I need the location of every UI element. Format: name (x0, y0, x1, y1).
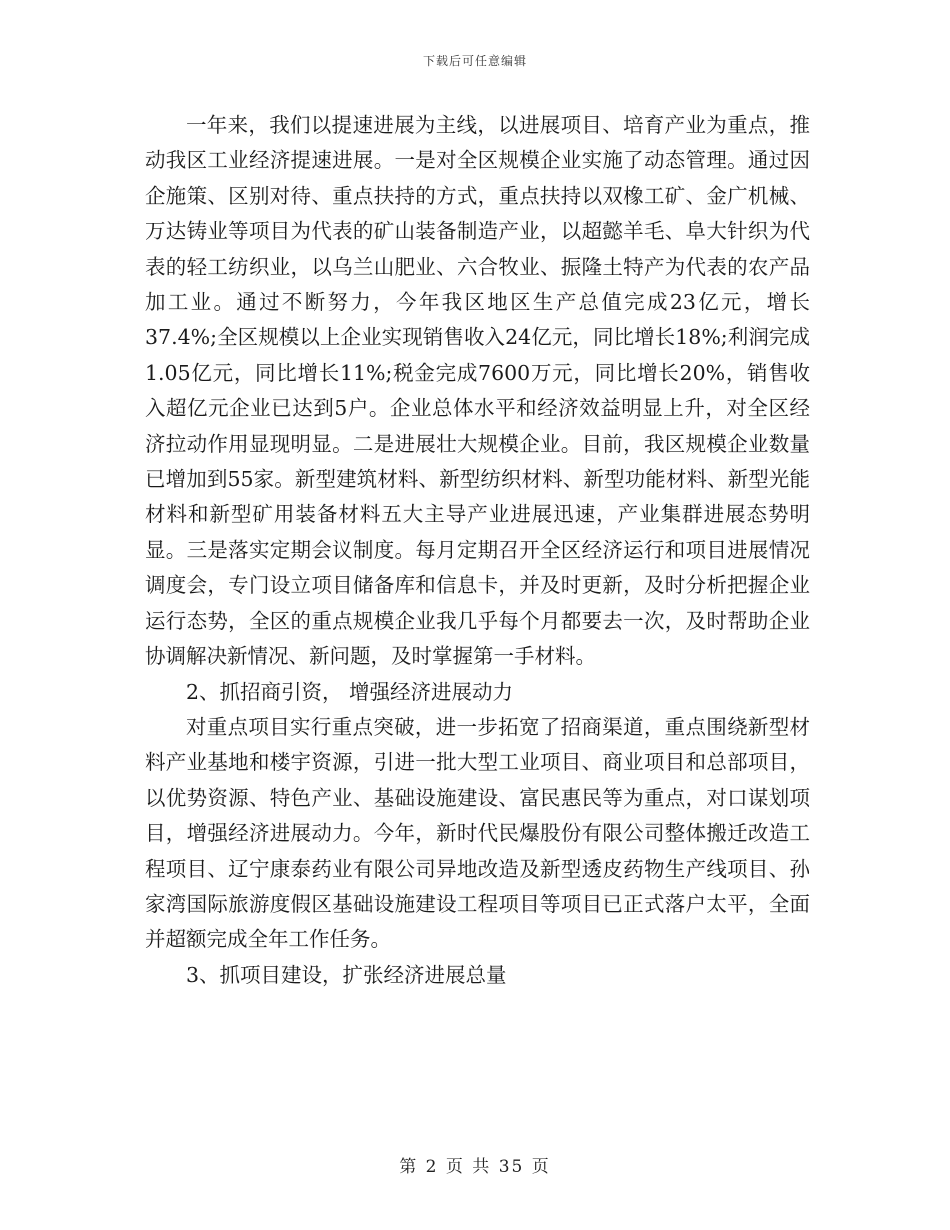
paragraph-investment: 对重点项目实行重点突破，进一步拓宽了招商渠道，重点围绕新型材料产业基地和楼宇资源，引进一批大型工业项目、商业项目和总部项目，以优势资源、特色产业、基础设施建设、富民惠民等为重点，对口谋划项目，增强经济进展动力。今年，新时代民爆股份有限公司整体搬迁改造工程项目、辽宁康泰药业有限公司异地改造及新型透皮药物生产线项目、孙家湾国际旅游度假区基础设施建设工程项目等项目已正式落户太平，全面并超额完成全年工作任务。 (145, 714, 810, 952)
header-note: 下载后可任意编辑 (422, 54, 527, 68)
page-number: 第 2 页 共 35 页 (399, 1157, 551, 1177)
paragraph-industrial-economy: 一年来，我们以提速进展为主线，以进展项目、培育产业为重点，推动我区工业经济提速进展。一是对全区规模企业实施了动态管理。通过因企施策、区别对待、重点扶持的方式，重点扶持以双橡工矿、金广机械、万达铸业等项目为代表的矿山装备制造产业，以超懿羊毛、阜大针织为代表的轻工纺织业，以乌兰山肥业、六合牧业、振隆土特产为代表的农产品加工业。通过不断努力，今年我区地区生产总值完成23亿元，增长37.4%;全区规模以上企业实现销售收入24亿元，同比增长18%;利润完成1.05亿元，同比增长11%;税金完成7600万元，同比增长20%，销售收入超亿元企业已达到5户。企业总体水平和经济效益明显上升，对全区经济拉动作用显现明显。二是进展壮大规模企业。目前，我区规模企业数量已增加到55家。新型建筑材料、新型纺织材料、新型功能材料、新型光能材料和新型矿用装备材料五大主导产业进展迅速，产业集群进展态势明显。三是落实定期会议制度。每月定期召开全区经济运行和项目进展情况调度会，专门设立项目储备库和信息卡，并及时更新，及时分析把握企业运行态势，全区的重点规模企业我几乎每个月都要去一次，及时帮助企业协调解决新情况、新问题，及时掌握第一手材料。 (145, 113, 810, 669)
document-body (145, 108, 810, 993)
section-heading-projects: 3、抓项目建设，扩张经济进展总量 (186, 962, 507, 987)
section-heading-investment: 2、抓招商引资， 增强经济进展动力 (186, 679, 514, 704)
